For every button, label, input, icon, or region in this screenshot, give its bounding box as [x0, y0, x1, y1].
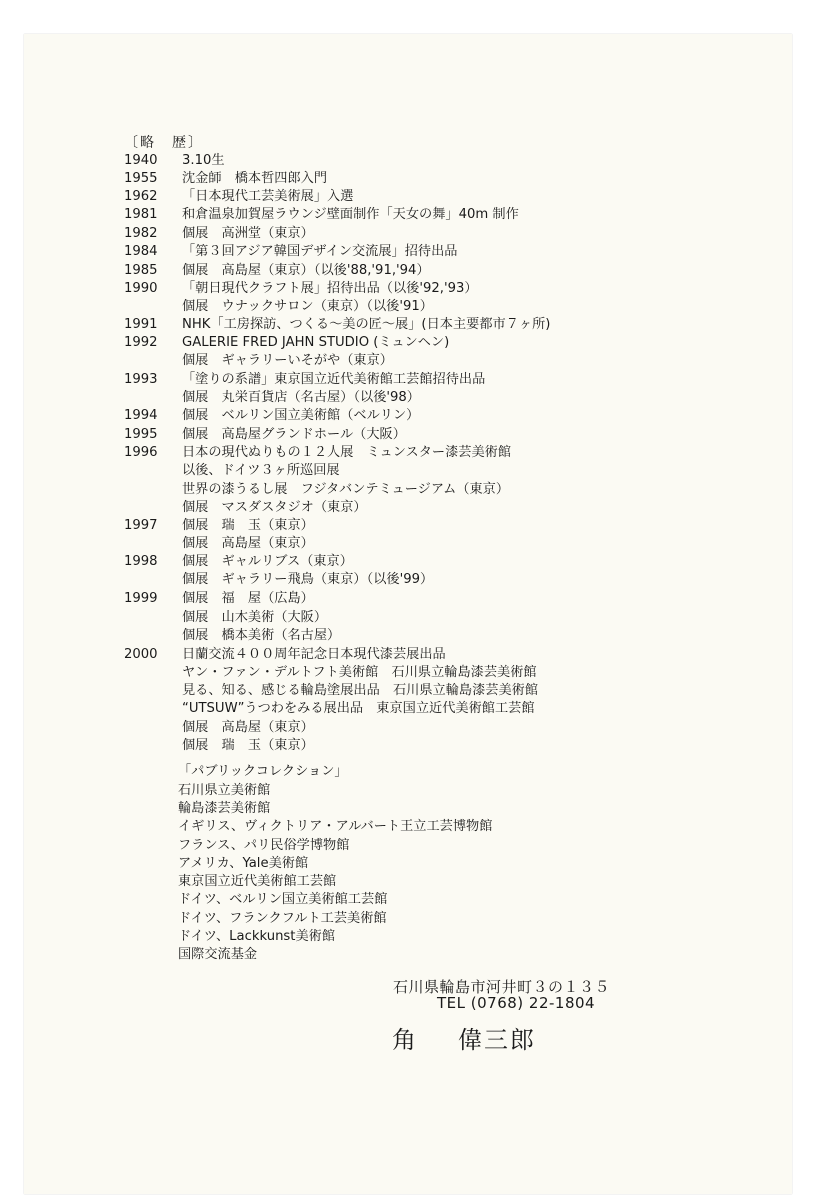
- history-year: 1993: [124, 372, 158, 387]
- history-entry: 日本の現代ぬりもの１２人展 ミュンスター漆芸美術館: [182, 445, 512, 460]
- history-entry: 個展 福 屋（広島）: [182, 591, 314, 606]
- history-entry: 個展 マスダスタジオ（東京）: [182, 500, 367, 515]
- history-year: 1955: [124, 171, 158, 186]
- history-year: 1996: [124, 445, 158, 460]
- history-entry: 個展 高島屋（東京）: [182, 536, 314, 551]
- artist-given-name: 偉三郎: [458, 1026, 536, 1054]
- telephone: TEL (0768) 22-1804: [437, 994, 596, 1012]
- heading-career: 〔略 歴〕: [124, 135, 204, 151]
- collection-item: 輪島漆芸美術館: [178, 801, 271, 816]
- history-entry: 個展 瑞 玉（東京）: [182, 518, 314, 533]
- history-entry: 個展 ベルリン国立美術館（ベルリン）: [182, 408, 420, 423]
- address: 石川県輪島市河井町３の１３５: [393, 978, 611, 996]
- history-year: 1998: [124, 554, 158, 569]
- collection-heading: 「パブリックコレクション」: [178, 764, 348, 779]
- history-year: 1995: [124, 427, 158, 442]
- collection-item: アメリカ、Yale美術館: [178, 856, 309, 871]
- history-year: 1990: [124, 281, 158, 296]
- history-entry: 和倉温泉加賀屋ラウンジ壁面制作「天女の舞」40m 制作: [182, 207, 519, 222]
- history-entry: 「日本現代工芸美術展」入選: [182, 189, 354, 204]
- history-entry: 沈金師 橋本哲四郎入門: [182, 171, 328, 186]
- history-year: 1962: [124, 189, 158, 204]
- collection-item: ドイツ、フランクフルト工芸美術館: [178, 911, 387, 926]
- history-entry: 個展 高島屋（東京）: [182, 720, 314, 735]
- history-entry: NHK「工房探訪、つくる〜美の匠〜展」(日本主要都市７ヶ所): [182, 317, 551, 332]
- history-entry: 個展 ギャルリブス（東京）: [182, 554, 353, 569]
- collection-item: 東京国立近代美術館工芸館: [178, 874, 337, 889]
- history-entry: 個展 瑞 玉（東京）: [182, 738, 314, 753]
- history-entry: “UTSUW”うつわをみる展出品 東京国立近代美術館工芸館: [182, 701, 535, 716]
- history-entry: 個展 高島屋グランドホール（大阪）: [182, 427, 406, 442]
- collection-item: 国際交流基金: [178, 947, 258, 962]
- artist-name: [392, 1020, 536, 1055]
- history-entry: 個展 ウナックサロン（東京）（以後'91）: [182, 299, 433, 314]
- history-year: 1985: [124, 263, 158, 278]
- history-year: 1981: [124, 207, 158, 222]
- history-year: 1940: [124, 153, 158, 168]
- history-entry: 世界の漆うるし展 フジタバンテミュージアム（東京）: [182, 482, 510, 497]
- history-year: 1984: [124, 244, 158, 259]
- history-year: 1999: [124, 591, 158, 606]
- history-entry: 「第３回アジア韓国デザイン交流展」招待出品: [182, 244, 458, 259]
- history-entry: 3.10生: [182, 153, 225, 168]
- history-entry: 見る、知る、感じる輪島塗展出品 石川県立輪島漆芸美術館: [182, 683, 539, 698]
- history-entry: 日蘭交流４００周年記念日本現代漆芸展出品: [182, 647, 446, 662]
- history-year: 1991: [124, 317, 158, 332]
- history-entry: 個展 高島屋（東京）（以後'88,'91,'94）: [182, 263, 430, 278]
- collection-item: イギリス、ヴィクトリア・アルバート王立工芸博物館: [178, 819, 493, 834]
- collection-item: フランス、パリ民俗学博物館: [178, 838, 350, 853]
- history-year: 1997: [124, 518, 158, 533]
- history-entry: 個展 橋本美術（名古屋）: [182, 628, 341, 643]
- history-entry: 個展 高洲堂（東京）: [182, 226, 314, 241]
- history-entry: 個展 ギャラリーいそがや（東京）: [182, 353, 393, 368]
- history-entry: ヤン・ファン・デルトフト美術館 石川県立輪島漆芸美術館: [182, 665, 537, 680]
- history-entry: 「塗りの系譜」東京国立近代美術館工芸館招待出品: [182, 372, 486, 387]
- history-year: 1994: [124, 408, 158, 423]
- history-entry: 個展 山木美術（大阪）: [182, 610, 328, 625]
- collection-item: ドイツ、ベルリン国立美術館工芸館: [178, 892, 388, 907]
- history-entry: 「朝日現代クラフト展」招待出品（以後'92,'93）: [182, 281, 478, 296]
- history-entry: GALERIE FRED JAHN STUDIO (ミュンヘン): [182, 335, 450, 350]
- collection-item: 石川県立美術館: [178, 783, 271, 798]
- history-entry: 個展 丸栄百貨店（名古屋）（以後'98）: [182, 390, 420, 405]
- history-entry: 以後、ドイツ３ヶ所巡回展: [182, 463, 340, 478]
- artist-surname: 角: [392, 1026, 418, 1054]
- collection-item: ドイツ、Lackkunst美術館: [178, 929, 336, 944]
- history-year: 1992: [124, 335, 158, 350]
- history-year: 2000: [124, 647, 158, 662]
- history-year: 1982: [124, 226, 158, 241]
- history-entry: 個展 ギャラリー飛鳥（東京）（以後'99）: [182, 572, 434, 587]
